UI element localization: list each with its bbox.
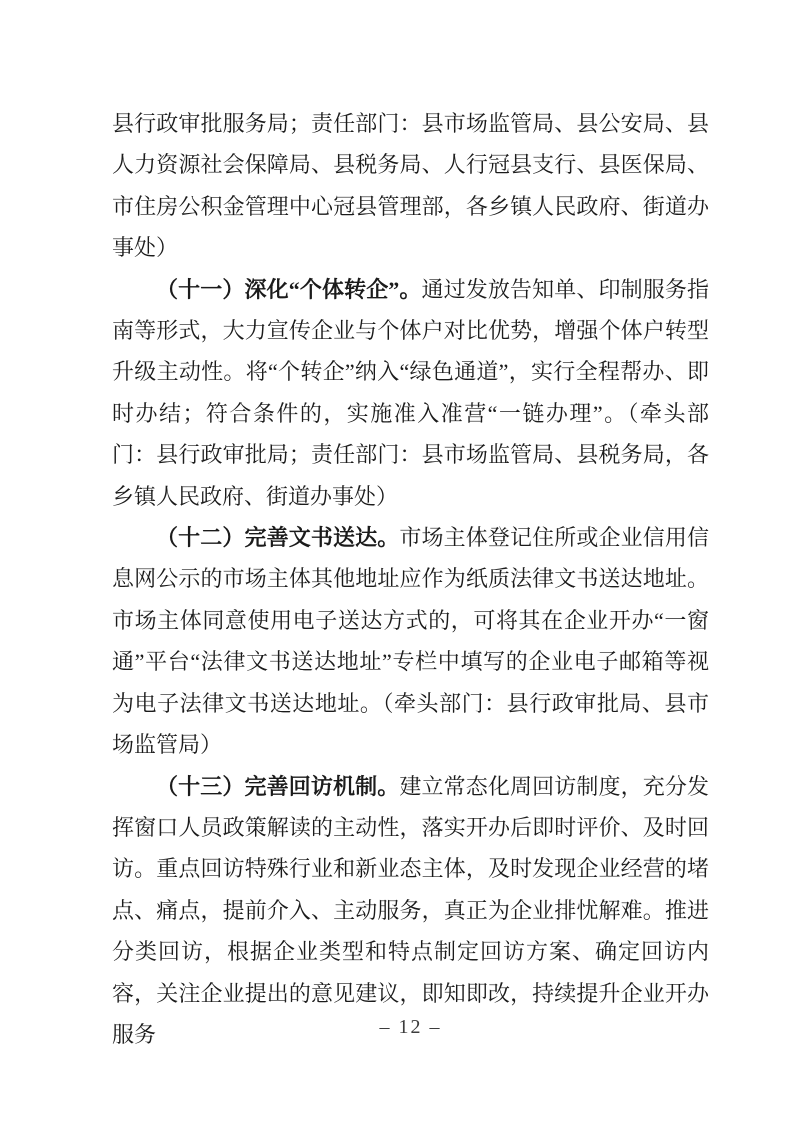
paragraph-item-12-heading: （十二）完善文书送达。 <box>156 525 400 551</box>
paragraph-item-13-heading: （十三）完善回访机制。 <box>156 773 400 799</box>
paragraph-item-12-text: 市场主体登记住所或企业信用信息网公示的市场主体其他地址应作为纸质法律文书送达地址。市场主体同意使用电子送达方式的，可将其在企业开办“一窗通”平台“法律文书送达地址”专栏中填写的企业电子邮箱等视为电子法律文书送达地址。（牵头部门：县行政审批局、县市场监管局） <box>112 525 709 758</box>
paragraph-item-11-heading: （十一）深化“个体转企”。 <box>156 276 422 302</box>
paragraph-item-13-text: 建立常态化周回访制度，充分发挥窗口人员政策解读的主动性，落实开办后即时评价、及时回访。重点回访特殊行业和新业态主体，及时发现企业经营的堵点、痛点，提前介入、主动服务，真正为企业排忧解难。推进分类回访，根据企业类型和特点制定回访方案、确定回访内容，关注企业提出的意见建议，即知即改，持续提升企业开办服务 <box>112 773 709 1047</box>
page-number: – 12 – <box>379 1016 442 1038</box>
document-body <box>112 103 709 1055</box>
paragraph-continuation-text: 县行政审批服务局；责任部门：县市场监管局、县公安局、县人力资源社会保障局、县税务局、人行冠县支行、县医保局、市住房公积金管理中心冠县管理部，各乡镇人民政府、街道办事处） <box>112 111 709 261</box>
paragraph-continuation <box>112 103 709 269</box>
paragraph-item-11-text: 通过发放告知单、印制服务指南等形式，大力宣传企业与个体户对比优势，增强个体户转型升级主动性。将“个转企”纳入“绿色通道”，实行全程帮办、即时办结；符合条件的，实施准入准营“一链办理”。（牵头部门：县行政审批局；责任部门：县市场监管局、县税务局，各乡镇人民政府、街道办事处） <box>112 276 709 509</box>
paragraph-item-12 <box>112 517 709 765</box>
page-footer <box>112 1012 709 1042</box>
paragraph-item-11 <box>112 269 709 517</box>
